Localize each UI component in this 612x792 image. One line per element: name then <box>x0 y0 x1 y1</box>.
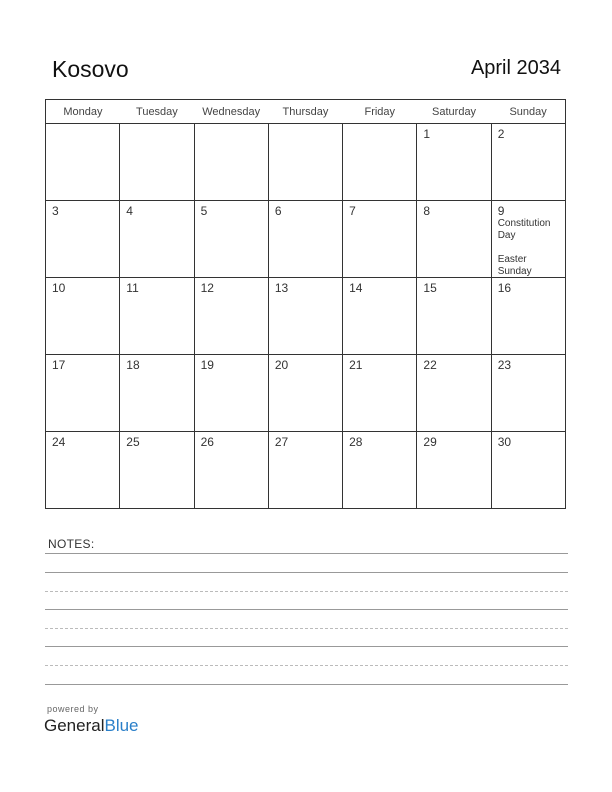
day-cell-28 <box>343 432 417 509</box>
day-cell-7 <box>343 201 417 278</box>
empty-day-cell <box>343 124 417 201</box>
empty-day-cell <box>120 124 194 201</box>
day-number: 16 <box>497 281 512 295</box>
note-line <box>45 609 568 610</box>
week-row <box>46 124 566 201</box>
weekday-tuesday: Tuesday <box>120 100 194 124</box>
day-number: 22 <box>423 358 437 372</box>
weekday-thursday: Thursday <box>268 100 342 124</box>
week-row <box>46 432 566 509</box>
day-number: 8 <box>423 204 431 218</box>
day-cell-10 <box>46 278 120 355</box>
day-cell-16 <box>491 278 565 355</box>
note-line <box>45 628 568 629</box>
day-cell-30 <box>491 432 565 509</box>
day-number: 15 <box>423 281 437 295</box>
day-cell-4 <box>120 201 194 278</box>
note-line <box>45 553 568 554</box>
day-cell-18 <box>120 355 194 432</box>
day-number: 26 <box>200 435 214 449</box>
day-number: 30 <box>497 435 512 449</box>
day-cell-22 <box>417 355 491 432</box>
calendar-grid <box>45 99 566 509</box>
day-number: 4 <box>126 204 133 218</box>
day-number: 20 <box>274 358 289 372</box>
day-number: 1 <box>423 127 431 141</box>
note-line <box>45 646 568 647</box>
weekday-friday: Friday <box>343 100 417 124</box>
day-cell-20 <box>268 355 342 432</box>
day-number: 23 <box>497 358 512 372</box>
holiday-list <box>498 218 563 278</box>
day-number: 14 <box>349 281 363 295</box>
holiday-label: Easter Sunday <box>497 254 532 277</box>
day-number: 10 <box>52 281 66 295</box>
day-number: 24 <box>52 435 66 449</box>
day-cell-17 <box>46 355 120 432</box>
day-cell-3 <box>46 201 120 278</box>
weekday-wednesday: Wednesday <box>194 100 268 124</box>
day-number: 13 <box>274 281 289 295</box>
note-line <box>45 572 568 573</box>
day-cell-19 <box>194 355 268 432</box>
day-cell-29 <box>417 432 491 509</box>
day-cell-1 <box>417 124 491 201</box>
day-number: 18 <box>126 358 140 372</box>
note-line <box>45 684 568 685</box>
week-row <box>46 201 566 278</box>
note-line <box>45 665 568 666</box>
country-title: Kosovo <box>52 56 129 82</box>
powered-by-text: powered by <box>47 704 99 714</box>
day-number: 28 <box>349 435 363 449</box>
day-cell-2 <box>491 124 565 201</box>
weekday-saturday: Saturday <box>417 100 491 124</box>
day-cell-13 <box>268 278 342 355</box>
day-cell-23 <box>491 355 565 432</box>
day-cell-6 <box>268 201 342 278</box>
day-cell-8 <box>417 201 491 278</box>
day-cell-9 <box>491 201 565 278</box>
day-number: 11 <box>126 281 139 295</box>
holiday-label: Constitution Day <box>497 218 551 241</box>
day-cell-11 <box>120 278 194 355</box>
brand-blue: Blue <box>104 716 139 735</box>
empty-day-cell <box>268 124 342 201</box>
empty-day-cell <box>194 124 268 201</box>
notes-label: NOTES: <box>48 537 95 551</box>
day-cell-12 <box>194 278 268 355</box>
day-cell-14 <box>343 278 417 355</box>
day-cell-26 <box>194 432 268 509</box>
day-number: 29 <box>423 435 437 449</box>
day-cell-21 <box>343 355 417 432</box>
day-number: 2 <box>497 127 505 141</box>
day-number: 17 <box>52 358 66 372</box>
month-title: April 2034 <box>470 57 561 79</box>
weekday-monday: Monday <box>46 100 120 124</box>
week-row <box>46 355 566 432</box>
note-line <box>45 591 568 592</box>
week-row <box>46 278 566 355</box>
brand-general: General <box>44 716 105 735</box>
day-number: 6 <box>274 204 282 218</box>
generalblue-logo <box>44 716 139 736</box>
day-cell-27 <box>268 432 342 509</box>
weekday-sunday: Sunday <box>491 100 565 124</box>
day-number: 12 <box>200 281 214 295</box>
day-number: 5 <box>200 204 208 218</box>
day-number: 21 <box>349 358 363 372</box>
day-cell-15 <box>417 278 491 355</box>
empty-day-cell <box>46 124 120 201</box>
weekday-header-row <box>46 100 566 124</box>
day-cell-24 <box>46 432 120 509</box>
day-number: 7 <box>349 204 356 218</box>
day-number: 19 <box>200 358 214 372</box>
day-number: 27 <box>274 435 289 449</box>
day-number: 9 <box>497 204 505 218</box>
calendar-body <box>46 124 566 509</box>
day-number: 3 <box>52 204 59 218</box>
day-cell-5 <box>194 201 268 278</box>
day-number: 25 <box>126 435 140 449</box>
day-cell-25 <box>120 432 194 509</box>
